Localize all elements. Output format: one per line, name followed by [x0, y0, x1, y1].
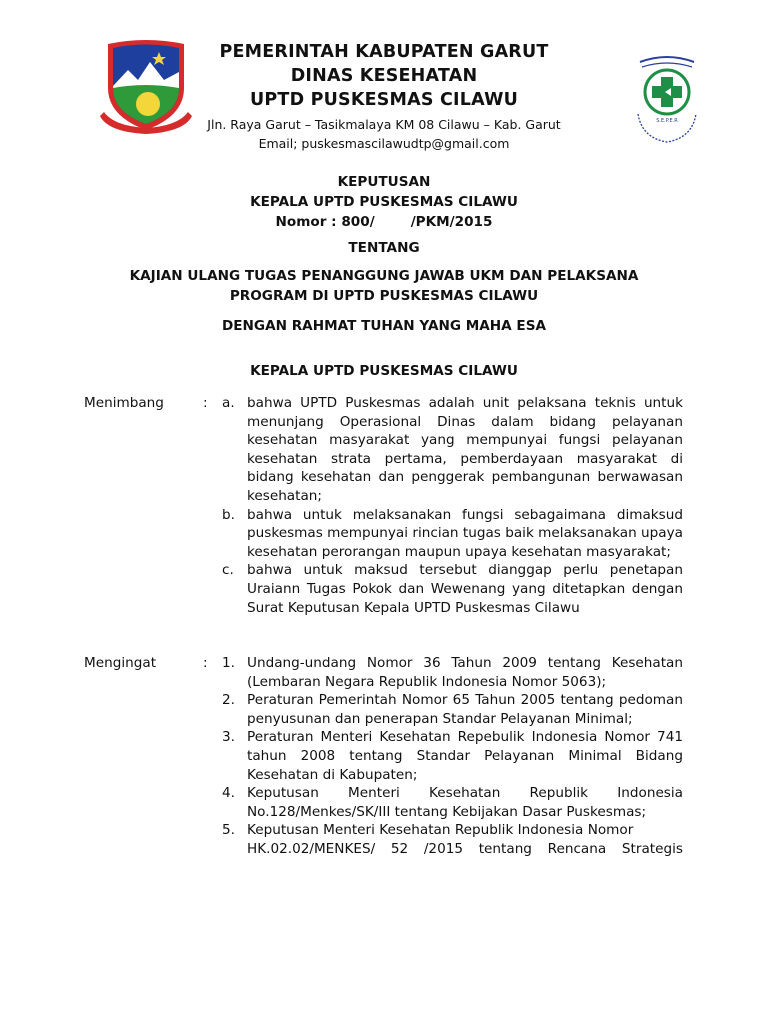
emblem-label: S.E.P.E.R [656, 118, 678, 124]
continuation-word: 52 [390, 840, 409, 857]
decree-titles [60, 172, 708, 381]
menimbang-item-a [84, 394, 684, 506]
mengingat-label: Mengingat [84, 655, 157, 671]
item-mark: a. [222, 395, 235, 411]
letterhead [0, 0, 768, 160]
emblem-top-arc-inner [642, 63, 692, 67]
decree-issuer: KEPALA UPTD PUSKESMAS CILAWU [250, 194, 518, 210]
item-mark: b. [222, 506, 235, 523]
item-mark: 2. [222, 692, 235, 709]
continuation-word: /2015 [423, 840, 464, 857]
item-text: bahwa UPTD Puskesmas adalah unit pelaksana teknis untuk menunjang Operasional Dinas dalam bidang pelayanan kesehatan masyarakat yang mempunyai fungsi pelayanan kesehatan strata pertama, pemberdayaan masyarakat di bidang kesehatan dan penggerak pembangunan berwawasan kesehatan; [247, 395, 683, 504]
crest-sun [136, 92, 160, 116]
mengingat-item-5-continuation [247, 840, 683, 859]
menimbang-item-c [84, 561, 684, 617]
crest-graphic [98, 36, 194, 136]
menimbang-section [84, 394, 684, 617]
item-text: Peraturan Pemerintah Nomor 65 Tahun 2005 tentang pedoman penyusunan dan penerapan Standar Pelayanan Minimal; [247, 692, 683, 727]
item-mark: 4. [222, 785, 235, 802]
mengingat-item-3 [84, 728, 684, 784]
item-text: Keputusan Menteri Kesehatan Republik Indonesia No.128/Menkes/SK/III tentang Kebijakan Dasar Puskesmas; [247, 785, 683, 820]
government-name: PEMERINTAH KABUPATEN GARUT [219, 42, 549, 62]
emblem-graphic [632, 52, 702, 144]
mengingat-item-2 [84, 691, 684, 728]
continuation-row [247, 840, 683, 859]
item-text: Undang-undang Nomor 36 Tahun 2009 tentang Kesehatan (Lembaran Negara Republik Indonesia Nomor 5063); [247, 655, 683, 690]
menimbang-label: Menimbang [84, 395, 164, 411]
continuation-word: tentang [478, 840, 532, 857]
continuation-word: Rencana [547, 840, 607, 857]
decree-number-prefix: Nomor : 800/ [275, 214, 375, 230]
decree-subject-line1: KAJIAN ULANG TUGAS PENANGGUNG JAWAB UKM DAN PELAKSANA [129, 268, 639, 284]
mengingat-section [84, 654, 684, 859]
email-line: Email; puskesmascilawudtp@gmail.com [258, 136, 510, 151]
item-mark: 5. [222, 822, 235, 839]
continuation-word: Strategis [621, 840, 683, 857]
emblem-top-arc [640, 57, 694, 62]
mengingat-item-1 [84, 654, 684, 691]
agency-name: DINAS KESEHATAN [290, 66, 478, 86]
menimbang-item-b [84, 506, 684, 562]
kabupaten-garut-crest-icon [98, 36, 194, 136]
item-text: bahwa untuk maksud tersebut dianggap perlu penetapan Uraiann Tugas Pokok dan Wewenang yang ditetapkan dengan Surat Keputusan Kepala UPTD Puskesmas Cilawu [247, 562, 683, 616]
decree-number-suffix: /PKM/2015 [410, 214, 493, 230]
item-mark: 3. [222, 729, 235, 746]
item-mark: 1. [222, 655, 235, 671]
unit-name: UPTD PUSKESMAS CILAWU [250, 90, 518, 110]
decree-title: KEPUTUSAN [337, 174, 431, 190]
decree-about: TENTANG [348, 240, 420, 256]
item-text: Keputusan Menteri Kesehatan Republik Indonesia Nomor [247, 822, 634, 839]
decree-subject-line2: PROGRAM DI UPTD PUSKESMAS CILAWU [229, 288, 539, 304]
address-line: Jln. Raya Garut – Tasikmalaya KM 08 Cilawu – Kab. Garut [207, 117, 561, 132]
letterhead-text [198, 40, 570, 153]
puskesmas-cross-emblem-icon [632, 52, 702, 144]
item-mark: c. [222, 562, 234, 579]
mengingat-colon: : [203, 655, 208, 671]
menimbang-colon: : [203, 395, 208, 411]
decree-number [60, 212, 708, 232]
mengingat-item-5 [84, 821, 684, 840]
decree-official: KEPALA UPTD PUSKESMAS CILAWU [250, 363, 518, 379]
mengingat-item-4 [84, 784, 684, 821]
item-text: Peraturan Menteri Kesehatan Repebulik Indonesia Nomor 741 tahun 2008 tentang Standar Pelayanan Minimal Bidang Kesehatan di Kabupaten; [247, 729, 683, 783]
item-text: bahwa untuk melaksanakan fungsi sebagaimana dimaksud puskesmas mempunyai rincian tugas baik melaksanakan upaya kesehatan perorangan maupun upaya kesehatan masyarakat; [247, 506, 683, 560]
continuation-word: HK.02.02/MENKES/ [247, 840, 376, 857]
decree-blessing: DENGAN RAHMAT TUHAN YANG MAHA ESA [221, 318, 547, 334]
